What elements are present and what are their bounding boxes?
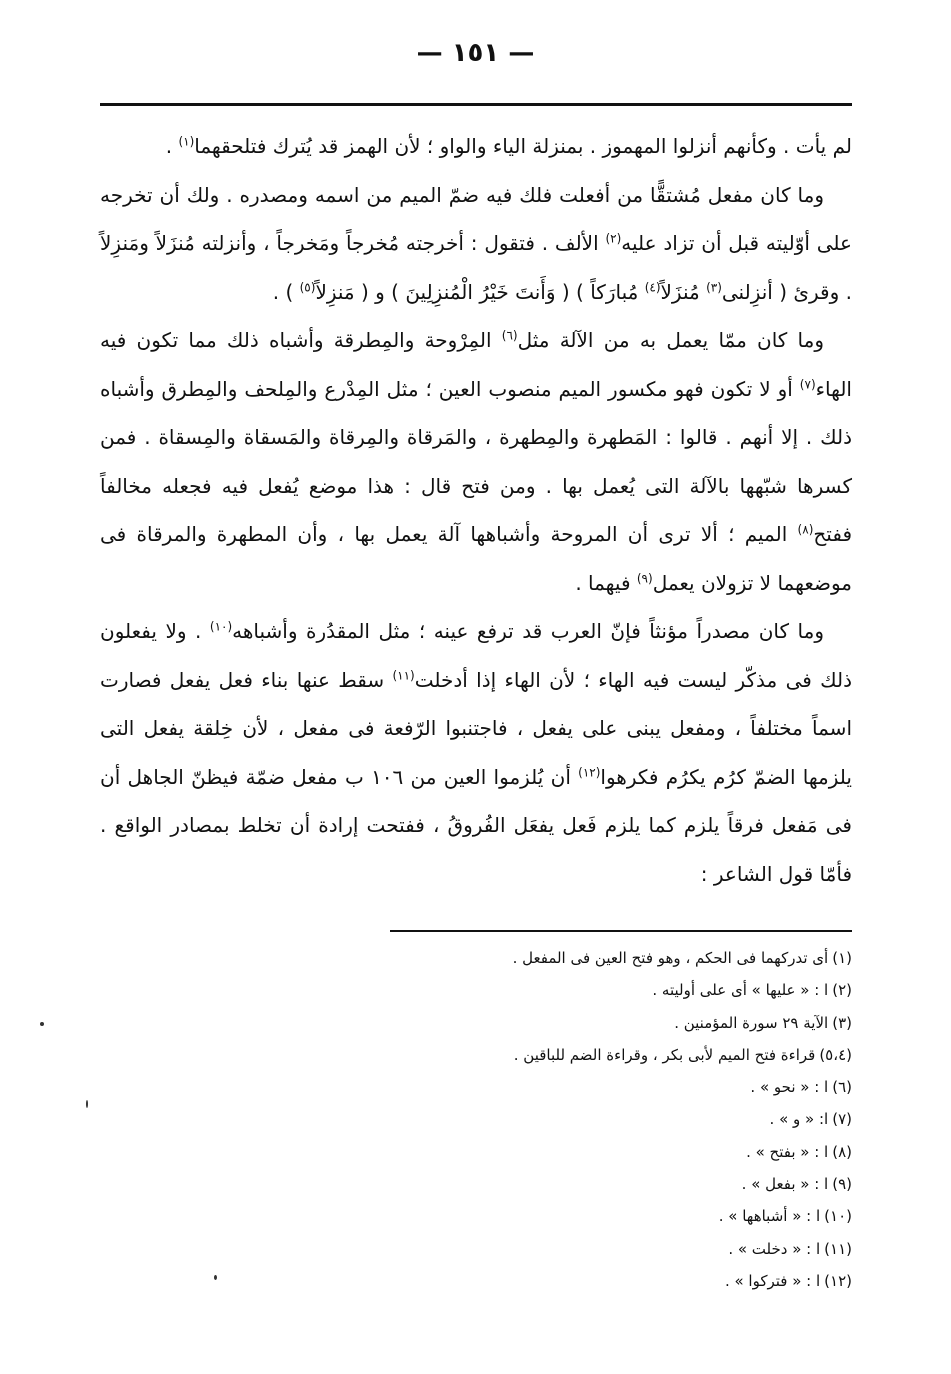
footnote-label: (٥،٤) — [819, 1045, 852, 1064]
footnote-reference: (٤) — [644, 279, 661, 294]
text-segment: الألف . فتقول : أخرجته مُخرجاً ومَخرجاً ، وأنزلته مُنزَلاً ومَنزِلاً . وقرئ ( أنزِلنى — [100, 231, 852, 304]
scan-speck — [86, 1100, 88, 1108]
text-segment: أو لا تكون فهو مكسور الميم منصوب العين ؛ مثل المِدْرع والمِلحف والمِطرق وأشباه ذلك . إلا أنهم . قالوا : المَطهرة والمِطهرة ، والمَرقاة والمِرقاة والمَسقاة والمِسقاة . فمن كسرها شبّهها بالآلة التى يُعمل بها . ومن فتح قال : هذا موضع يُفعل فيه فجعله مخالفاً ففتح — [100, 376, 852, 546]
text-segment: مُبارَكاً ) ( وَأَنتَ خَيْرُ الْمُنزِلِينَ ) و ( مَنزِلاً — [315, 279, 645, 304]
text-segment: وما كان ممّا يعمل به من الآلة مثل — [517, 328, 825, 352]
footnote-text: ا : « بفعل » . — [741, 1175, 829, 1194]
text-segment: فيهما . — [575, 570, 637, 595]
footnote — [380, 974, 852, 1006]
scan-speck — [214, 1275, 217, 1280]
footnote-reference: (١٠) — [209, 619, 233, 634]
text-segment: لم يأت . وكأنهم أنزلوا المهموز . بمنزلة الياء والواو ؛ لأن الهمز قد يُترك فتلحقهما — [194, 134, 852, 158]
footnote-reference: (٢) — [605, 231, 622, 246]
footnote-text: ا : « عليها » أى على أوليته . — [652, 981, 829, 1000]
footnote — [380, 1265, 852, 1297]
text-segment: ) . — [272, 279, 300, 304]
footnote-text: قراءة فتح الميم لأبى بكر ، وقراءة الضم للباقين . — [513, 1045, 816, 1064]
footnote-label: (١٢) — [824, 1271, 852, 1290]
footnote-label: (١٠) — [824, 1207, 852, 1226]
footnote-text: ا : « نحو » . — [750, 1078, 829, 1097]
footnote-text: ا: « و » . — [769, 1110, 829, 1129]
footnote-text: أى تدركهما فى الحكم ، وهو فتح العين فى المفعل . — [512, 949, 829, 967]
text-segment: أن يُلزموا العين من ١٠٦ ب مفعل ضمّة فيظنّ الجاهل أن فى مَفعل فرقاً يلزم كما يلزم فَعل يفعَل الفُروقُ ، ففتحت إرادة أن تخلط بمصادر الواقع . فأمّا قول الشاعر : — [100, 764, 852, 886]
footnote-label: (١) — [832, 949, 852, 967]
footnote-text: ا : « دخلت » . — [728, 1239, 821, 1258]
scan-speck — [40, 1022, 44, 1026]
text-segment: وما كان مفعل مُشتقًّا من أفعلت فلك فيه ضمّ الميم من اسمه ومصدره . ولك أن تخرجه على أوّليته قبل أن تزاد عليه — [100, 182, 852, 255]
footnote-label: (٣) — [832, 1013, 852, 1032]
footnote-text: ا : « بفتح » . — [746, 1142, 829, 1161]
footnotes-list — [380, 942, 852, 1297]
paragraph — [100, 122, 852, 171]
footnote-label: (٧) — [832, 1110, 852, 1129]
footnote-reference: (٣) — [706, 279, 722, 294]
footnote-reference: (١) — [178, 134, 195, 149]
main-text — [100, 122, 852, 898]
text-segment: المِرْوحة والمِطرقة وأشباه ذلك مما تكون فيه الهاء — [100, 328, 852, 401]
text-segment: . ولا يفعلون ذلك فى مذكّر ليست فيه الهاء ؛ لأن الهاء إذا أدخلت — [100, 619, 852, 692]
text-segment: . — [165, 134, 179, 158]
footnote-label: (٩) — [832, 1175, 852, 1194]
footnote-reference: (١١) — [392, 667, 415, 682]
footnote — [380, 1071, 852, 1103]
footnote — [380, 1136, 852, 1168]
footnote-label: (٢) — [832, 981, 852, 1000]
footnote — [380, 1007, 852, 1039]
footnote — [380, 942, 852, 974]
footnote-reference: (٧) — [799, 376, 816, 391]
footnote-text: ا : « أشباهها » . — [718, 1207, 821, 1226]
footnote — [380, 1233, 852, 1265]
footnote — [380, 1200, 852, 1232]
footnote-reference: (١٢) — [578, 764, 601, 779]
footnote-label: (٨) — [832, 1142, 852, 1161]
footnote-rule — [390, 930, 852, 932]
text-segment: مُنزَلاً — [660, 279, 707, 304]
footnote-text: ا : « فتركوا » . — [724, 1271, 821, 1290]
text-segment: وما كان مصدراً مؤنثاً فإنّ العرب قد ترفع عينه ؛ مثل المقدُرة وأشباهه — [232, 619, 825, 643]
paragraph — [100, 316, 852, 607]
footnote — [380, 1039, 852, 1071]
footnote-reference: (٩) — [636, 570, 653, 585]
footnote-reference: (٥) — [299, 279, 316, 294]
text-segment: سقط عنها بناء فعل يفعل فصارت اسماً مختلفاً ، ومفعل يبنى على يفعل ، فاجتنبوا الرّفعة فى مفعل ، لأن خِلقة يفعل التى يلزمها الضمّ كرُم يكرُم فكرهوا — [100, 667, 852, 789]
footnote-label: (٦) — [832, 1078, 852, 1097]
footnote — [380, 1103, 852, 1135]
footnote — [380, 1168, 852, 1200]
footnote-reference: (٨) — [797, 522, 814, 537]
paragraph — [100, 607, 852, 898]
footnote-label: (١١) — [824, 1239, 852, 1258]
footnote-reference: (٦) — [501, 328, 518, 343]
header-rule — [100, 103, 852, 106]
page-number: — ١٥١ — — [416, 38, 535, 68]
text-segment: الميم ؛ ألا ترى أن المروحة وأشباهها آلة يعمل بها ، وأن المطهرة والمرقاة فى موضعهما لا تزولان يعمل — [100, 522, 852, 595]
footnote-text: الآية ٢٩ سورة المؤمنين . — [674, 1013, 829, 1032]
paragraph — [100, 171, 852, 317]
